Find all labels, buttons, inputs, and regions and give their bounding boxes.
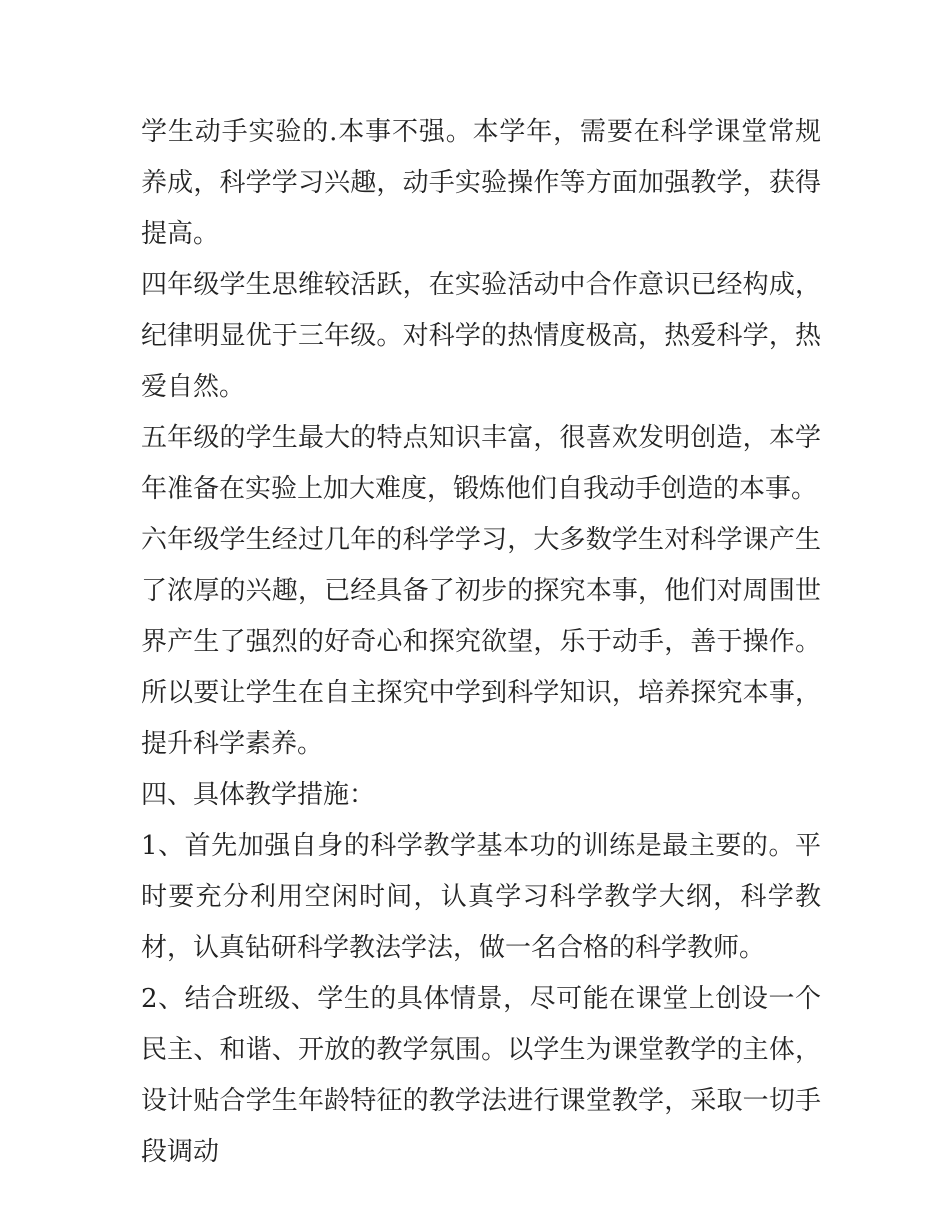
measure-item-2: 2、结合班级、学生的具体情景，尽可能在课堂上创设一个民主、和谐、开放的教学氛围。以学生为课堂教学的主体，设计贴合学生年龄特征的教学法进行课堂教学，采取一切手段调动 xyxy=(141,984,821,1167)
paragraph-grade4: 四年级学生思维较活跃，在实验活动中合作意识已经构成，纪律明显优于三年级。对科学的热情度极高，热爱科学，热爱自然。 xyxy=(141,270,821,402)
document-body xyxy=(141,107,821,1178)
section-heading-measures: 四、具体教学措施： xyxy=(141,780,376,810)
paragraph-grade6: 六年级学生经过几年的科学学习，大多数学生对科学课产生了浓厚的兴趣，已经具备了初步的探究本事，他们对周围世界产生了强烈的好奇心和探究欲望，乐于动手，善于操作。所以要让学生在自主探究中学到科学知识，培养探究本事，提升科学素养。 xyxy=(141,525,821,759)
paragraph-grade5: 五年级的学生最大的特点知识丰富，很喜欢发明创造，本学年准备在实验上加大难度，锻炼他们自我动手创造的本事。 xyxy=(141,423,821,504)
measure-item-1: 1、首先加强自身的科学教学基本功的训练是最主要的。平时要充分利用空闲时间，认真学习科学教学大纲，科学教材，认真钻研科学教法学法，做一名合格的科学教师。 xyxy=(141,831,821,963)
paragraph-grade3-summary: 学生动手实验的.本事不强。本学年，需要在科学课堂常规养成，科学学习兴趣，动手实验操作等方面加强教学，获得提高。 xyxy=(141,117,821,249)
